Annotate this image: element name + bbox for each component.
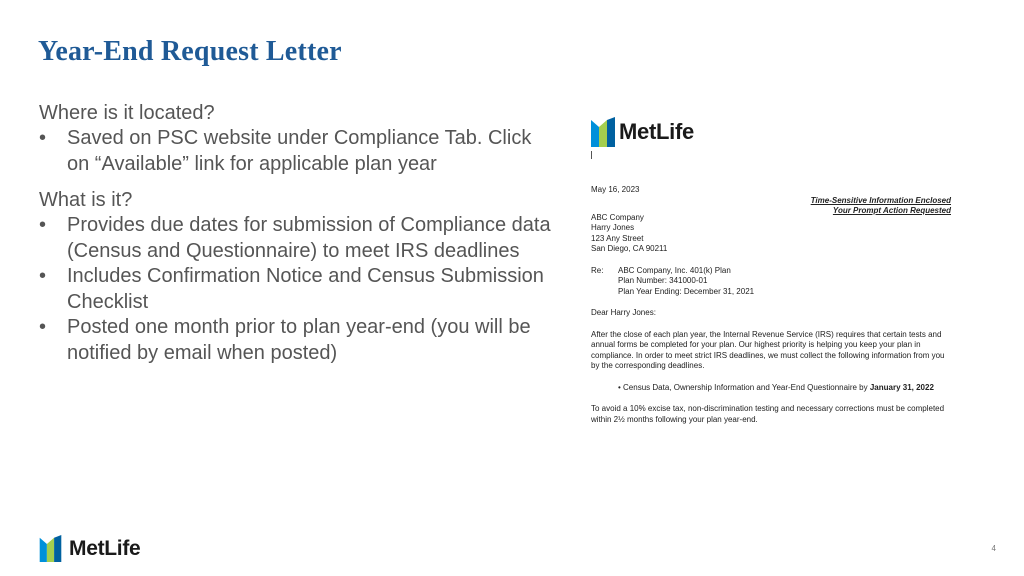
letter-date: May 16, 2023 [591, 185, 640, 194]
letter-logo [591, 115, 951, 149]
re-line: Plan Year Ending: December 31, 2021 [618, 286, 755, 296]
re-block [591, 266, 951, 298]
re-line: Plan Number: 341000-01 [618, 276, 708, 285]
metlife-logo-icon [591, 117, 615, 147]
letter-bullet-date: January 31, 2022 [869, 382, 934, 392]
address-line: Harry Jones [591, 223, 635, 232]
letter-date-row [591, 185, 951, 196]
letter-bullet [591, 383, 951, 394]
metlife-logo-icon [38, 535, 63, 562]
what-bullet-2: • Includes Confirmation Notice and Census Submission Checklist [39, 264, 559, 315]
re-label: Re: [591, 265, 604, 275]
where-bullet-1: • Saved on PSC website under Compliance Tab. Click on “Available” link for applicable plan year [39, 126, 559, 177]
where-section [39, 100, 559, 177]
what-section [39, 187, 559, 366]
letter-paragraph: After the close of each plan year, the Internal Revenue Service (IRS) requires that certain tests and annual forms be completed for your plan. Our highest priority is helping you keep your plan in compliance. In order to meet strict IRS deadlines, we must collect the following information from you by the corresponding deadlines. [591, 329, 945, 370]
letter-bullet-text: • Census Data, Ownership Information and Year-End Questionnaire by [618, 382, 870, 392]
what-bullet-1: • Provides due dates for submission of Compliance data (Census and Questionnaire) to meet IRS deadlines [39, 213, 559, 264]
address-line: San Diego, CA 90211 [591, 244, 668, 253]
urgent-line-1: Time-Sensitive Information Enclosed [810, 195, 951, 205]
address-line: 123 Any Street [591, 233, 644, 243]
where-heading: Where is it located? [39, 102, 215, 124]
what-bullets [39, 213, 559, 366]
re-lines [618, 266, 754, 298]
where-bullets [39, 126, 559, 177]
letter-logo-text: MetLife [619, 118, 694, 144]
footer-logo [38, 535, 140, 562]
salutation: Dear Harry Jones: [591, 308, 656, 317]
letter-preview [591, 115, 951, 425]
what-heading: What is it? [39, 189, 133, 211]
address-line: ABC Company [591, 212, 644, 222]
footer-logo-text: MetLife [69, 536, 141, 560]
address-block [591, 213, 951, 255]
letter-closing: To avoid a 10% excise tax, non-discrimination testing and necessary corrections must be completed within 2½ months following your plan year-end. [591, 404, 945, 424]
text-cursor [591, 151, 592, 159]
page-title: Year-End Request Letter [38, 36, 342, 67]
content-area [39, 100, 559, 376]
page-number: 4 [991, 544, 996, 553]
urgent-line-2: Your Prompt Action Requested [832, 206, 951, 215]
re-line: ABC Company, Inc. 401(k) Plan [618, 265, 731, 275]
what-bullet-3: • Posted one month prior to plan year-end (you will be notified by email when posted) [39, 315, 559, 366]
